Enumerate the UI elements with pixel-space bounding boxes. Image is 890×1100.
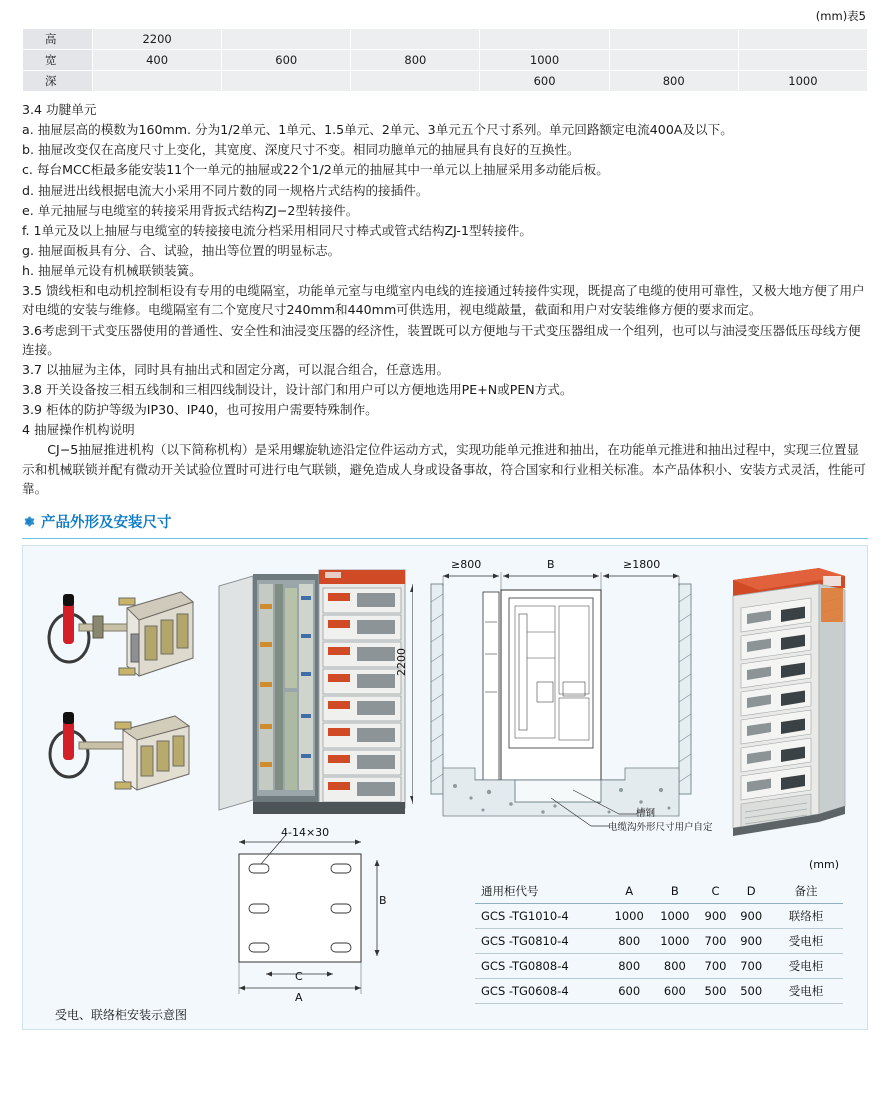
table-header-row <box>475 879 843 904</box>
cell <box>609 50 738 71</box>
cell-c: 700 <box>698 928 734 953</box>
cell: 800 <box>351 50 480 71</box>
table-row <box>475 953 843 978</box>
section-3-4-title: 3.4 功腱单元 <box>22 102 97 117</box>
cell <box>609 29 738 50</box>
cell-c: 500 <box>698 978 734 1003</box>
cell <box>738 50 867 71</box>
section-3-7: 3.7 以抽屉为主体，同时具有抽出式和固定分离，可以混合组合，任意选用。 <box>22 361 450 377</box>
cell <box>222 29 351 50</box>
note-channel-steel: 槽钢 <box>636 807 656 819</box>
section-heading-label: 产品外形及安装尺寸 <box>41 514 172 531</box>
note-cable-trench: 电缆沟外形尺寸用户自定 <box>608 821 713 833</box>
cell-a: 800 <box>606 928 652 953</box>
table-row <box>475 928 843 953</box>
cell-note: 联络柜 <box>769 903 843 928</box>
cell-note: 受电柜 <box>769 953 843 978</box>
list-item: a. 抽屉层高的模数为160mm. 分为1/2单元、1单元、1.5单元、2单元、3单元五个尺寸系列。单元回路额定电流400A及以下。 <box>22 122 733 138</box>
cell-d: 500 <box>733 978 769 1003</box>
cell-note: 受电柜 <box>769 978 843 1003</box>
section-divider <box>22 538 868 539</box>
dim-left-label: ≥800 <box>451 557 482 571</box>
row-label: 高 <box>23 29 93 50</box>
row-label: 宽 <box>23 50 93 71</box>
cell <box>222 71 351 92</box>
table-row <box>475 903 843 928</box>
cell: 800 <box>609 71 738 92</box>
list-item: g. 抽屉面板具有分、合、试验，抽出等位置的明显标志。 <box>22 242 341 258</box>
installation-section-drawing <box>423 562 713 832</box>
body-text <box>22 92 868 498</box>
section-4-title: 4 抽屉操作机构说明 <box>22 422 135 438</box>
cell <box>351 71 480 92</box>
section-3-5: 3.5 馈线柜和电动机控制柜设有专用的电缆隔室，功能单元室与电缆室内电线的连接通过转接件实现，既提高了电缆的使用可靠性，又极大地方便了用户对电缆的安装与维修。电缆隔室有二个宽度尺寸240mm和440mm可供选用，视电缆敲量，截面和用户对安装维修方便的要求而定。 <box>22 283 865 318</box>
column-header: B <box>652 879 698 904</box>
cell-c: 900 <box>698 903 734 928</box>
section-4-paragraph: CJ−5抽屉推进机构（以下简称机构）是采用螺旋轨迹沿定位件运动方式，实现功能单元推进和抽出，在功能单元推进和抽出过程中，实现三位置显示和机械联锁并配有微动开关试验位置时可进行电气联锁，避免造成人身或设备事故，符合国家和行业相关标准。本产品体积小、安装方式灵活，性能可靠。 <box>22 442 866 496</box>
column-header: D <box>733 879 769 904</box>
column-header: 通用柜代号 <box>475 879 606 904</box>
column-header: 备注 <box>769 879 843 904</box>
cell-b: 800 <box>652 953 698 978</box>
cell-c: 700 <box>698 953 734 978</box>
cell: 600 <box>480 71 609 92</box>
mm-label-table: (mm) <box>809 857 840 871</box>
cabinet-height-label: 2200 <box>395 647 408 676</box>
cell <box>480 29 609 50</box>
table-row <box>23 50 868 71</box>
unit-label-top: (mm)表5 <box>815 9 866 23</box>
cell <box>93 71 222 92</box>
product-code-table <box>475 879 843 1004</box>
cell-a: 1000 <box>606 903 652 928</box>
cell: 2200 <box>93 29 222 50</box>
figure-caption: 受电、联络柜安装示意图 <box>55 1007 188 1022</box>
cell: 1000 <box>738 71 867 92</box>
cell-note: 受电柜 <box>769 928 843 953</box>
cell-a: 600 <box>606 978 652 1003</box>
cell-b: 1000 <box>652 903 698 928</box>
cell-code: GCS -TG0810-4 <box>475 928 606 953</box>
list-item: h. 抽屉单元设有机械联锁装簧。 <box>22 263 202 279</box>
cell-code: GCS -TG0608-4 <box>475 978 606 1003</box>
section-heading <box>22 511 868 532</box>
dimension-table <box>22 28 868 92</box>
table-row <box>475 978 843 1003</box>
cell-b: 600 <box>652 978 698 1003</box>
table-row <box>23 29 868 50</box>
dim-right-label: ≥1800 <box>623 557 661 571</box>
cell: 400 <box>93 50 222 71</box>
figure-panel <box>22 545 868 1030</box>
hole-spec-label: 4-14×30 <box>281 825 330 839</box>
list-item: b. 抽屉改变仅在高度尺寸上变化，其宽度、深度尺寸不变。相同功臆单元的抽屉具有良好的互换性。 <box>22 142 580 158</box>
cell-d: 900 <box>733 928 769 953</box>
breaker-illustration-bottom <box>41 694 196 814</box>
section-3-9: 3.9 柜体的防护等级为IP30、IP40，也可按用户需要特殊制作。 <box>22 402 378 418</box>
list-item: f. 1单元及以上抽屉与电缆室的转接接电流分档采用相同尺寸棒式或管式结构ZJ-1型转接件。 <box>22 222 532 238</box>
list-item: e. 单元抽屉与电缆室的转接采用背扳式结构ZJ−2型转接件。 <box>22 202 359 218</box>
column-header: C <box>698 879 734 904</box>
section-3-6: 3.6考虑到干式变压器使用的普通性、安全性和油浸变压器的经济性，装置既可以方便地与干式变压器组成一个组列，也可以与油浸变压器低压母线方便连接。 <box>22 322 861 357</box>
cell-d: 900 <box>733 903 769 928</box>
gear-icon <box>22 515 35 528</box>
base-plan-drawing <box>211 824 396 999</box>
cabinet-open-illustration <box>213 564 413 824</box>
cell: 600 <box>222 50 351 71</box>
section-3-8: 3.8 开关设备按三相五线制和三相四线制设计，设计部门和用户可以方便地选用PE+N或PEN方式。 <box>22 381 573 397</box>
cell-a: 800 <box>606 953 652 978</box>
dim-label-c: C <box>295 969 303 983</box>
table-row <box>23 71 868 92</box>
dim-label-a: A <box>295 990 303 1004</box>
dim-mid-label: B <box>547 557 555 571</box>
breaker-illustration-top <box>41 572 196 692</box>
cell: 1000 <box>480 50 609 71</box>
cell <box>738 29 867 50</box>
list-item: c. 每台MCC柜最多能安装11个一单元的抽屉或22个1/2单元的抽屉其中一单元以上抽屉采用多动能后板。 <box>22 162 609 178</box>
cell-code: GCS -TG0808-4 <box>475 953 606 978</box>
cell <box>351 29 480 50</box>
row-label: 深 <box>23 71 93 92</box>
cabinet-closed-illustration <box>723 562 853 842</box>
column-header: A <box>606 879 652 904</box>
dim-label-b: B <box>379 893 387 907</box>
list-item: d. 抽屉进出线根据电流大小采用不同片数的同一规格片式结构的接插件。 <box>22 182 429 198</box>
cell-d: 700 <box>733 953 769 978</box>
cell-code: GCS -TG1010-4 <box>475 903 606 928</box>
cell-b: 1000 <box>652 928 698 953</box>
